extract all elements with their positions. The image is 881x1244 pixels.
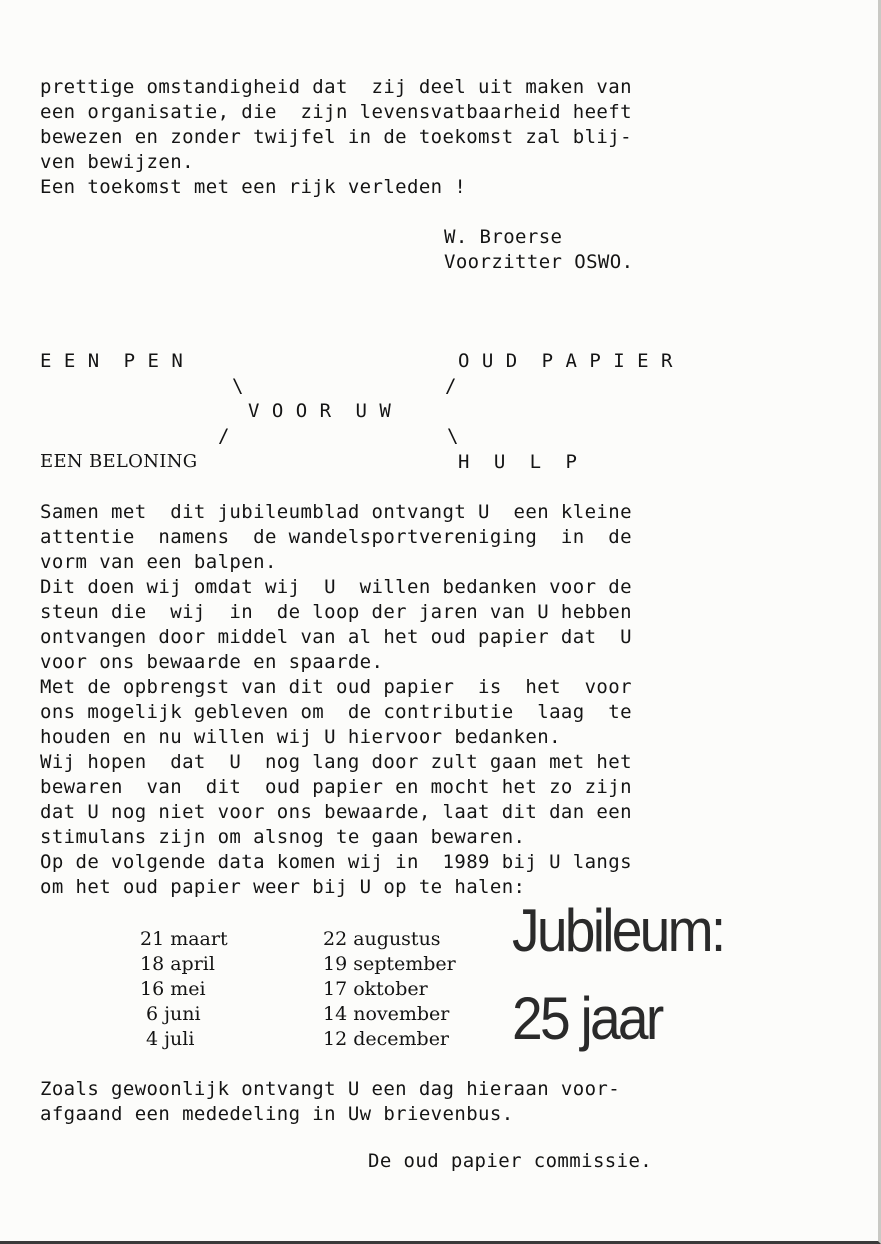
closing-line: Zoals gewoonlijk ontvangt U een dag hieraan voor- <box>40 1078 621 1100</box>
body-line: om het oud papier weer bij U op te halen: <box>40 876 526 898</box>
connector-slash: / <box>218 425 230 447</box>
committee-signature: De oud papier commissie. <box>368 1150 653 1172</box>
date-item: 14 november <box>323 1003 450 1025</box>
intro-line: een organisatie, die zijn levensvatbaarheid heeft <box>40 101 632 123</box>
intro-line: bewezen en zonder twijfel in de toekomst zal blij- <box>40 126 632 148</box>
body-line: steun die wij in de loop der jaren van U hebben <box>40 601 632 623</box>
body-line: dat U nog niet voor ons bewaarde, laat dit dan een <box>40 801 632 823</box>
body-line: bewaren van dit oud papier en mocht het zo zijn <box>40 776 632 798</box>
body-line: ons mogelijk gebleven om de contributie laag te <box>40 701 632 723</box>
diagram-bottom-left: EEN BELONING <box>40 451 198 472</box>
jubilee-years: 25 jaar <box>512 985 662 1052</box>
connector-backslash: \ <box>232 375 244 397</box>
diagram-bottom-right: H U L P <box>458 451 578 473</box>
connector-backslash: \ <box>447 425 459 447</box>
signature-role: Voorzitter OSWO. <box>444 251 634 273</box>
date-item: 22 augustus <box>323 928 441 950</box>
body-line: Wij hopen dat U nog lang door zult gaan met het <box>40 751 632 773</box>
diagram-top-right: O U D P A P I E R <box>458 350 673 372</box>
date-item: 17 oktober <box>323 978 428 1000</box>
connector-slash: / <box>445 375 457 397</box>
body-line: vorm van een balpen. <box>40 551 277 573</box>
date-item: 4 juli <box>140 1028 195 1050</box>
date-item: 18 april <box>140 953 215 975</box>
body-line: stimulans zijn om alsnog te gaan bewaren. <box>40 826 526 848</box>
body-line: ontvangen door middel van al het oud papier dat U <box>40 626 632 648</box>
body-line: houden en nu willen wij U hiervoor bedanken. <box>40 726 561 748</box>
date-item: 6 juni <box>140 1003 201 1025</box>
body-line: voor ons bewaarde en spaarde. <box>40 651 384 673</box>
signature-name: W. Broerse <box>444 226 563 248</box>
date-item: 16 mei <box>140 978 206 1000</box>
date-item: 12 december <box>323 1028 450 1050</box>
intro-line: Een toekomst met een rijk verleden ! <box>40 176 467 198</box>
body-line: attentie namens de wandelsportvereniging in de <box>40 526 632 548</box>
intro-line: ven bewijzen. <box>40 151 194 173</box>
date-item: 19 september <box>323 953 456 975</box>
intro-line: prettige omstandigheid dat zij deel uit maken van <box>40 76 632 98</box>
body-line: Samen met dit jubileumblad ontvangt U een kleine <box>40 501 632 523</box>
diagram-top-left: E E N P E N <box>40 350 184 372</box>
body-line: Met de opbrengst van dit oud papier is het voor <box>40 676 632 698</box>
closing-line: afgaand een mededeling in Uw brievenbus. <box>40 1103 514 1125</box>
diagram-center: V O O R U W <box>248 400 392 422</box>
jubilee-title: Jubileum: <box>512 897 724 964</box>
body-line: Op de volgende data komen wij in 1989 bij U langs <box>40 851 632 873</box>
body-line: Dit doen wij omdat wij U willen bedanken voor de <box>40 576 632 598</box>
date-item: 21 maart <box>140 928 228 950</box>
